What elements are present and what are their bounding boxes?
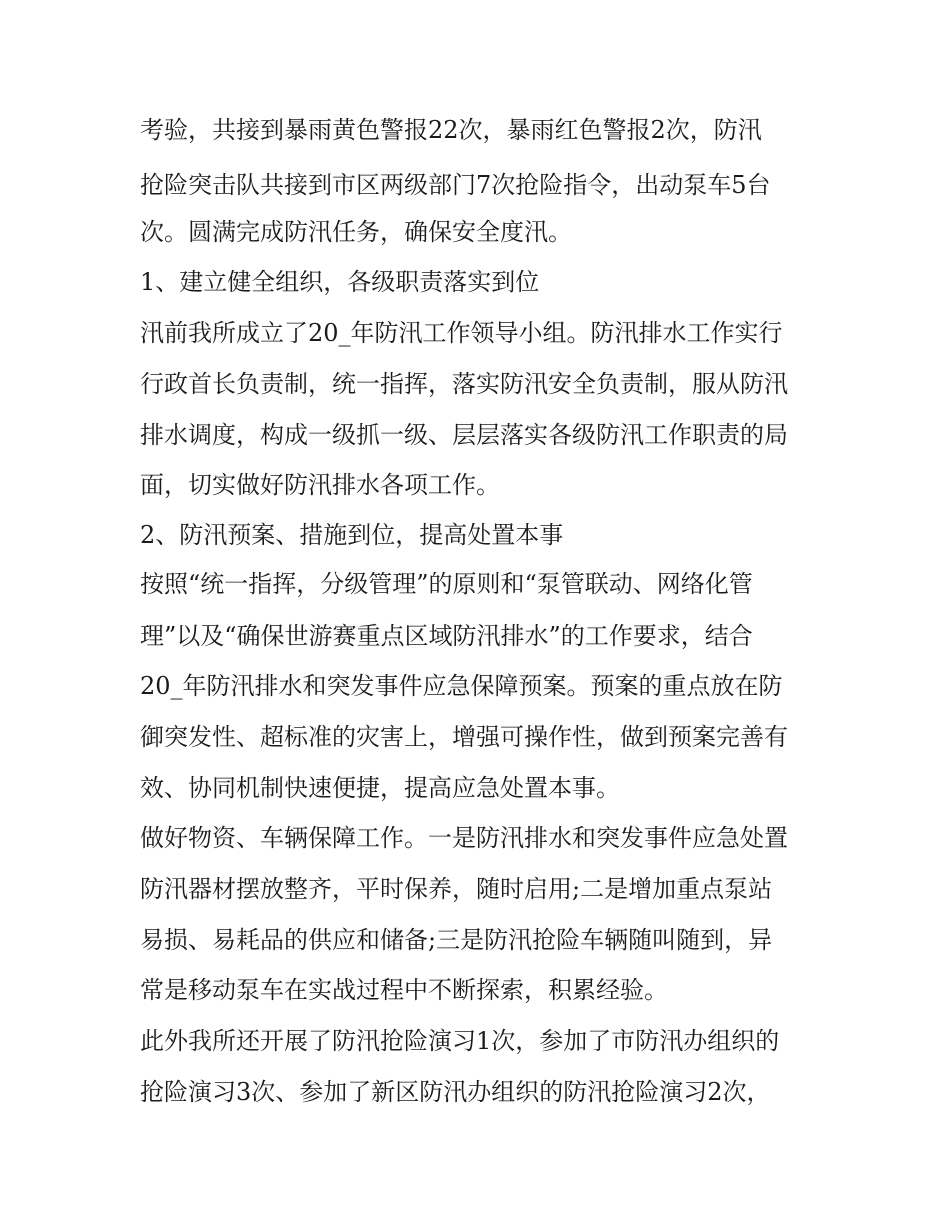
text-line: 易损、易耗品的供应和储备;三是防汛抢险车辆随叫随到，异 [140, 926, 773, 954]
text-line: 按照“统一指挥，分级管理”的原则和“泵管联动、网络化管 [140, 570, 753, 598]
text-line: 考验，共接到暴雨黄色警报22次，暴雨红色警报2次，防汛 [140, 116, 762, 144]
text-line: 抢险演习3次、参加了新区防汛办组织的防汛抢险演习2次， [140, 1078, 771, 1106]
text-line: 次。圆满完成防汛任务，确保安全度汛。 [140, 218, 572, 246]
text-line: 理”以及“确保世游赛重点区域防汛排水”的工作要求，结合 [140, 622, 753, 650]
text-line: 汛前我所成立了20_年防汛工作领导小组。防汛排水工作实行 [140, 319, 783, 347]
text-line: 御突发性、超标准的灾害上，增强可操作性，做到预案完善有 [140, 723, 788, 751]
section-heading: 2、防汛预案、措施到位，提高处置本事 [140, 521, 564, 549]
text-line: 排水调度，构成一级抓一级、层层落实各级防汛工作职责的局 [140, 421, 788, 449]
text-line: 效、协同机制快速便捷，提高应急处置本事。 [140, 774, 620, 802]
text-line: 抢险突击队共接到市区两级部门7次抢险指令，出动泵车5台 [140, 171, 771, 199]
section-heading: 1、建立健全组织，各级职责落实到位 [140, 268, 540, 296]
text-line: 20_年防汛排水和突发事件应急保障预案。预案的重点放在防 [140, 672, 783, 700]
text-line: 做好物资、车辆保障工作。一是防汛排水和突发事件应急处置 [140, 824, 788, 852]
text-line: 常是移动泵车在实战过程中不断探索，积累经验。 [140, 976, 668, 1004]
text-line: 防汛器材摆放整齐，平时保养，随时启用;二是增加重点泵站 [140, 875, 773, 903]
text-line: 此外我所还开展了防汛抢险演习1次，参加了市防汛办组织的 [140, 1027, 780, 1055]
text-line: 行政首长负责制，统一指挥，落实防汛安全负责制，服从防汛 [140, 370, 788, 398]
text-line: 面，切实做好防汛排水各项工作。 [140, 471, 500, 499]
